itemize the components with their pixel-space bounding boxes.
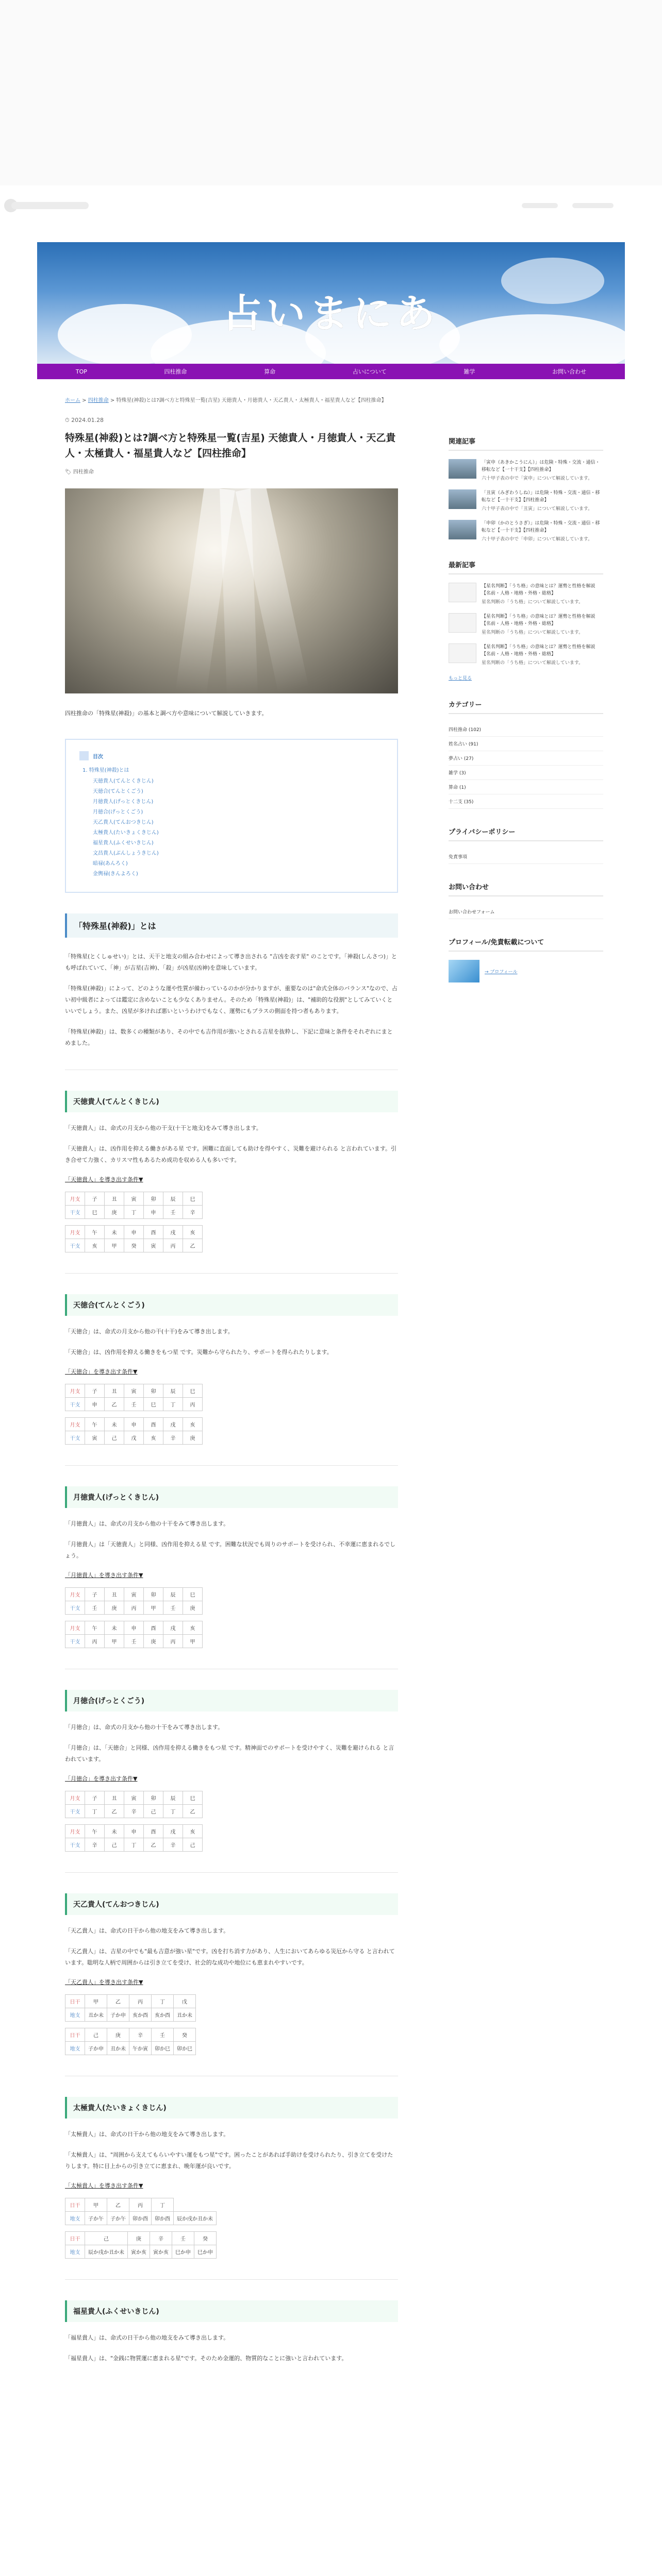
table-cell: 卯か巳 xyxy=(152,2042,174,2055)
table-cell: 午 xyxy=(85,1418,105,1431)
table-cell: 酉 xyxy=(144,1226,163,1239)
nav-sanmei[interactable]: 算命 xyxy=(264,368,276,375)
table-cell: 干支 xyxy=(65,1398,85,1411)
related-item[interactable]: 「申卯（かのとうさぎ）」は危険・特殊・交流・通信・移転など【一十干支】【四柱推命】 六十甲子表の中で「申卯」について解説しています。 xyxy=(449,520,603,542)
post-tag[interactable]: 🏷 四柱推命 xyxy=(65,469,94,475)
table-cell: 巳 xyxy=(183,1384,203,1398)
table-cell: 丁 xyxy=(163,1805,183,1818)
toc-item[interactable]: 月徳貴人(げっとくきじん) xyxy=(93,799,154,805)
table-cell: 寅 xyxy=(144,1239,163,1252)
toc-item[interactable]: 天徳貴人(てんとくきじん) xyxy=(93,778,154,784)
table-cell: 壬 xyxy=(85,1601,105,1615)
table-cell: 庚 xyxy=(183,1431,203,1445)
card-paragraph: 「太極貴人」は、"周囲から支えてもらいやすい運をもつ星"です。困ったことがあれば手助けを受けられたり、引き立てを受けたりします。特に目上からの引き立てに恵まれ、晩年運が良いです。 xyxy=(65,2151,393,2170)
table-cell: 日干 xyxy=(65,2028,85,2042)
card-heading: 福星貴人(ふくせいきじん) xyxy=(65,2300,398,2322)
condition-table xyxy=(65,2198,217,2225)
table-cell: 丙 xyxy=(163,1635,183,1648)
category-item[interactable]: 夢占い (27) xyxy=(449,751,603,766)
category-item[interactable]: 十二支 (35) xyxy=(449,794,603,809)
toc-item[interactable]: 天徳合(てんとくごう) xyxy=(93,789,143,794)
section-paragraph: 「特殊星(神殺)」によって、どのような運や性質が備わっているのかが分かりますが、重要なのは"命式全体のバランス"なので、占い初中級者によっては鑑定に含めないことも少なくありません。そのため「特殊星(神殺)」は、"補助的な役割"としてみていくといいでしょう。また、凶星が多ければ悪いというわけでもなく、運勢にもプラスの側面を持つ者もあります。 xyxy=(65,985,398,1014)
table-cell: 寅 xyxy=(124,1384,144,1398)
table-cell: 丑か未 xyxy=(107,2042,129,2055)
table-cell: 巳 xyxy=(144,1398,163,1411)
table-cell: 戊 xyxy=(124,1431,144,1445)
table-cell: 申 xyxy=(144,1206,163,1219)
section-heading: 「特殊星(神殺)」とは xyxy=(65,913,398,938)
table-cell: 辰か戌か丑か未 xyxy=(174,2212,217,2225)
category-item[interactable]: 四柱推命 (102) xyxy=(449,722,603,737)
table-cell: 辰 xyxy=(163,1791,183,1805)
thumbnail xyxy=(449,583,476,602)
table-cell: 子 xyxy=(85,1384,105,1398)
table-cell: 午か寅 xyxy=(129,2042,152,2055)
table-cell: 壬 xyxy=(163,1601,183,1615)
toc-item[interactable]: 太極貴人(たいきょくきじん) xyxy=(93,830,159,836)
sidebar-heading: 関連記事 xyxy=(449,436,603,451)
card-paragraph: 「福星貴人」は、"金銭に物質運に恵まれる星"です。そのため金運的、物質的なことに強いと言われています。 xyxy=(65,2355,347,2362)
table-cell: 癸 xyxy=(194,2232,217,2245)
nav-top[interactable]: TOP xyxy=(75,368,87,375)
table-cell: 丑 xyxy=(105,1588,124,1601)
divider xyxy=(65,1872,398,1873)
table-cell: 寅か亥 xyxy=(150,2245,172,2259)
table-cell: 亥 xyxy=(183,1825,203,1838)
table-cell: 丁 xyxy=(124,1838,144,1852)
table-cell: 卯か酉 xyxy=(129,2212,152,2225)
table-cell: 丁 xyxy=(152,2198,174,2212)
table-cell: 戌 xyxy=(163,1418,183,1431)
card-heading: 太極貴人(たいきょくきじん) xyxy=(65,2097,398,2119)
table-cell: 寅 xyxy=(85,1431,105,1445)
table-cell: 辛 xyxy=(150,2232,172,2245)
table-cell: 午 xyxy=(85,1226,105,1239)
card-heading: 月徳貴人(げっとくきじん) xyxy=(65,1486,398,1508)
toc-item[interactable]: 1. 特殊星(神殺)とは xyxy=(82,768,129,773)
table-cell: 月支 xyxy=(65,1226,85,1239)
global-nav xyxy=(37,364,625,379)
top-right-placeholder xyxy=(522,203,558,208)
site-header xyxy=(37,242,625,364)
toc-item[interactable]: 暗禄(あんろく) xyxy=(93,861,128,867)
table-cell: 丙 xyxy=(124,1601,144,1615)
nav-contact[interactable]: お問い合わせ xyxy=(552,368,587,375)
table-cell: 丑 xyxy=(105,1192,124,1206)
card-heading: 天乙貴人(てんおつきじん) xyxy=(65,1893,398,1915)
condition-table xyxy=(65,2028,196,2055)
table-cell: 寅か亥 xyxy=(128,2245,150,2259)
condition-table xyxy=(65,2231,217,2259)
table-cell: 甲 xyxy=(105,1239,124,1252)
table-cell: 月支 xyxy=(65,1825,85,1838)
table-cell: 丙 xyxy=(163,1239,183,1252)
table-cell: 日干 xyxy=(65,2232,85,2245)
table-cell: 地支 xyxy=(65,2008,85,2022)
card-paragraph: 「月徳合」は、「天徳合」と同様、凶作用を抑える働きをもつ星 です。精神面でのサポートを受けやすく、災難を避けられる と言われています。 xyxy=(65,1744,394,1762)
table-cell: 辛 xyxy=(183,1206,203,1219)
table-of-contents: 目次 1. 特殊星(神殺)とは 天徳貴人(てんとくきじん) 天徳合(てんとくごう) 月徳貴人(げっとくきじん) 月徳合(げっとくごう) 天乙貴人(てんおつきじん) 太極貴人(たいきょくきじん) 福星貴人(ふくせいきじん) 文昌貴人(ぶんしょうきじん) 暗禄(あんろく) 金輿禄(きんよろく) xyxy=(65,739,398,893)
card-section xyxy=(65,1070,398,1252)
table-cell: 寅 xyxy=(124,1192,144,1206)
table-cell: 午 xyxy=(85,1621,105,1635)
table-cell: 乙 xyxy=(183,1805,203,1818)
table-cell: 辰 xyxy=(163,1192,183,1206)
condition-link[interactable]: 「天徳合」を導き出す条件▼ xyxy=(65,1368,138,1375)
table-cell: 丁 xyxy=(163,1398,183,1411)
table-cell: 甲 xyxy=(105,1635,124,1648)
toc-item[interactable]: 福星貴人(ふくせいきじん) xyxy=(93,840,154,846)
condition-table xyxy=(65,1621,203,1648)
table-cell: 日干 xyxy=(65,1995,85,2008)
thumbnail xyxy=(449,613,476,633)
table-cell: 乙 xyxy=(105,1398,124,1411)
table-cell: 干支 xyxy=(65,1635,85,1648)
table-cell: 月支 xyxy=(65,1418,85,1431)
table-cell: 月支 xyxy=(65,1588,85,1601)
card-paragraph: 「月徳合」は、命式の月支から他の十干をみて導き出します。 xyxy=(65,1724,224,1731)
page-title: 特殊星(神殺)とは?調べ方と特殊星一覧(吉星) 天徳貴人・月徳貴人・天乙貴人・太極貴人・福星貴人など【四柱推命】 xyxy=(65,432,396,459)
condition-table xyxy=(65,1994,196,2022)
table-cell: 丙 xyxy=(129,1995,152,2008)
table-cell: 乙 xyxy=(183,1239,203,1252)
divider xyxy=(65,2279,398,2280)
sidebar-heading: プロフィール/免責転載について xyxy=(449,937,603,952)
profile-image xyxy=(449,960,479,982)
table-cell: 子か申 xyxy=(107,2008,129,2022)
table-cell: 卯か酉 xyxy=(152,2212,174,2225)
table-cell: 子 xyxy=(85,1791,105,1805)
table-cell: 亥か酉 xyxy=(152,2008,174,2022)
table-cell: 卯 xyxy=(144,1588,163,1601)
card-section xyxy=(65,2279,398,2364)
table-cell: 亥 xyxy=(85,1239,105,1252)
condition-link[interactable]: 「月徳合」を導き出す条件▼ xyxy=(65,1775,138,1782)
site-logo[interactable]: 占いまにあ xyxy=(223,291,439,336)
table-cell: 干支 xyxy=(65,1206,85,1219)
card-paragraph: 「天乙貴人」は、命式の日干から他の地支をみて導き出します。 xyxy=(65,1927,229,1934)
table-cell: 午 xyxy=(85,1825,105,1838)
table-cell: 壬 xyxy=(152,2028,174,2042)
eyecatch-image xyxy=(65,488,398,693)
sidebar-heading: お問い合わせ xyxy=(449,882,603,896)
table-cell: 亥 xyxy=(183,1226,203,1239)
nav-about[interactable]: 占いについて xyxy=(352,368,387,375)
table-cell: 庚 xyxy=(105,1206,124,1219)
condition-table xyxy=(65,1587,203,1615)
table-cell: 日干 xyxy=(65,2198,85,2212)
table-cell: 月支 xyxy=(65,1621,85,1635)
profile-link[interactable]: → プロフィール xyxy=(485,969,518,975)
table-cell: 子か申 xyxy=(85,2042,107,2055)
latest-item[interactable]: 【星名判断】「うち格」の意味とは？運勢と性格を解説【名前・人格・地格・外格・総格】 星名判断の「うち格」について解説しています。 xyxy=(449,613,603,635)
table-cell: 丑か未 xyxy=(85,2008,107,2022)
sidebar-heading: カテゴリー xyxy=(449,699,603,714)
table-cell: 壬 xyxy=(124,1398,144,1411)
condition-link[interactable]: 「月徳貴人」を導き出す条件▼ xyxy=(65,1572,143,1579)
table-cell: 干支 xyxy=(65,1805,85,1818)
table-cell: 丑 xyxy=(105,1384,124,1398)
table-cell: 壬 xyxy=(172,2232,194,2245)
table-cell: 丑か未 xyxy=(174,2008,196,2022)
nav-shichu[interactable]: 四柱推命 xyxy=(164,368,187,375)
table-cell: 申 xyxy=(124,1418,144,1431)
table-cell: 地支 xyxy=(65,2212,85,2225)
card-paragraph: 「天徳貴人」は、命式の月支から他の干支(十干と地支)をみて導き出します。 xyxy=(65,1125,262,1131)
condition-table xyxy=(65,1384,203,1411)
breadcrumb: ホーム > 四柱推命 > 特殊星(神殺)とは?調べ方と特殊星一覧(吉星) 天徳貴人・月徳貴人・天乙貴人・太極貴人・福星貴人など【四柱推命】 xyxy=(65,398,387,403)
breadcrumb-current: 特殊星(神殺)とは?調べ方と特殊星一覧(吉星) 天徳貴人・月徳貴人・天乙貴人・太極貴人・福星貴人など【四柱推命】 xyxy=(116,398,387,403)
table-cell: 丁 xyxy=(85,1805,105,1818)
table-cell: 申 xyxy=(124,1825,144,1838)
toc-item[interactable]: 文昌貴人(ぶんしょうきじん) xyxy=(93,851,159,856)
card-heading: 天徳合(てんとくごう) xyxy=(65,1294,398,1316)
table-cell: 酉 xyxy=(144,1418,163,1431)
table-cell: 辛 xyxy=(163,1431,183,1445)
condition-table xyxy=(65,1824,203,1852)
table-cell: 亥 xyxy=(183,1418,203,1431)
table-cell: 庚 xyxy=(144,1635,163,1648)
thumbnail xyxy=(449,643,476,663)
card-section xyxy=(65,1273,398,1445)
table-cell: 辰 xyxy=(163,1384,183,1398)
category-item[interactable]: 姓名占い (91) xyxy=(449,737,603,751)
sidebar xyxy=(449,436,603,1000)
condition-table xyxy=(65,1192,203,1219)
table-cell: 壬 xyxy=(124,1635,144,1648)
category-item[interactable]: 算命 (1) xyxy=(449,780,603,794)
table-cell: 戌 xyxy=(163,1621,183,1635)
table-cell: 丙 xyxy=(183,1398,203,1411)
toc-item[interactable]: 月徳合(げっとくごう) xyxy=(93,809,143,815)
table-cell: 丙 xyxy=(129,2198,152,2212)
toc-item[interactable]: 金輿禄(きんよろく) xyxy=(93,871,138,877)
condition-table xyxy=(65,1225,203,1252)
table-cell: 己 xyxy=(85,2232,128,2245)
privacy-link[interactable]: 免責事項 xyxy=(449,850,603,864)
card-section xyxy=(65,1872,398,2055)
table-cell: 庚 xyxy=(128,2232,150,2245)
top-right-placeholder xyxy=(572,203,614,208)
browser-top xyxy=(0,0,662,185)
table-cell: 卯 xyxy=(144,1791,163,1805)
table-cell: 己 xyxy=(85,2028,107,2042)
table-cell: 庚 xyxy=(105,1601,124,1615)
table-cell: 辛 xyxy=(129,2028,152,2042)
table-cell: 干支 xyxy=(65,1431,85,1445)
table-cell: 乙 xyxy=(105,1805,124,1818)
table-cell: 未 xyxy=(105,1621,124,1635)
table-cell: 月支 xyxy=(65,1192,85,1206)
condition-link[interactable]: 「天徳貴人」を導き出す条件▼ xyxy=(65,1176,143,1183)
thumbnail xyxy=(449,520,476,539)
related-item[interactable]: 「丑寅（みぎわうしね）」は危険・特殊・交流・通信・移転など【一十干支】【四柱推命】 六十甲子表の中で「丑寅」について解説しています。 xyxy=(449,489,603,512)
table-cell: 亥か酉 xyxy=(129,2008,152,2022)
table-cell: 巳 xyxy=(183,1588,203,1601)
sidebar-heading: 最新記事 xyxy=(449,560,603,574)
table-cell: 庚 xyxy=(107,2028,129,2042)
table-cell: 己 xyxy=(183,1838,203,1852)
thumbnail xyxy=(449,459,476,479)
table-cell: 酉 xyxy=(144,1621,163,1635)
card-paragraph: 「月徳貴人」は「天徳貴人」と同様、凶作用を抑える星 です。困難な状況でも周りのサポートを受けられ、不幸運に恵まれるでしょう。 xyxy=(65,1541,396,1559)
breadcrumb-home[interactable]: ホーム xyxy=(65,398,80,403)
category-item[interactable]: 雑学 (3) xyxy=(449,766,603,780)
table-cell: 子 xyxy=(85,1192,105,1206)
latest-item[interactable]: 【星名判断】「うち格」の意味とは？運勢と性格を解説【名前・人格・地格・外格・総格】 星名判断の「うち格」について解説しています。 xyxy=(449,583,603,605)
table-cell: 癸 xyxy=(174,2028,196,2042)
table-cell: 月支 xyxy=(65,1384,85,1398)
table-cell: 巳か申 xyxy=(194,2245,217,2259)
condition-table xyxy=(65,1791,203,1818)
table-cell: 乙 xyxy=(144,1838,163,1852)
related-item[interactable]: 「寅申（あきかこうにん）」は危険・特殊・交流・通信・移転など【一十干支】【四柱推命】 六十甲子表の中で「寅申」について解説しています。 xyxy=(449,459,603,481)
table-cell: 甲 xyxy=(183,1635,203,1648)
table-cell: 丑 xyxy=(105,1791,124,1805)
card-list xyxy=(65,1070,398,2364)
table-cell: 酉 xyxy=(144,1825,163,1838)
table-cell: 未 xyxy=(105,1825,124,1838)
card-section xyxy=(65,2076,398,2259)
thumbnail xyxy=(449,489,476,509)
card-section xyxy=(65,1669,398,1852)
divider xyxy=(65,1465,398,1466)
table-cell: 卯か巳 xyxy=(174,2042,196,2055)
card-section xyxy=(65,1465,398,1648)
card-heading: 天徳貴人(てんとくきじん) xyxy=(65,1091,398,1112)
card-paragraph: 「天徳合」は、命式の月支から他の干(十干)をみて導き出します。 xyxy=(65,1328,234,1335)
table-cell: 干支 xyxy=(65,1838,85,1852)
table-cell: 亥 xyxy=(144,1431,163,1445)
table-cell: 月支 xyxy=(65,1791,85,1805)
table-cell: 寅 xyxy=(124,1588,144,1601)
intro-text: 四柱推命の「特殊星(神殺)」の基本と調べ方や意味について解説していきます。 xyxy=(65,710,268,717)
divider xyxy=(65,1273,398,1274)
table-cell: 辰か戌か丑か未 xyxy=(85,2245,128,2259)
condition-link[interactable]: 「天乙貴人」を導き出す条件▼ xyxy=(65,1979,143,1986)
table-cell: 辛 xyxy=(124,1805,144,1818)
table-cell: 干支 xyxy=(65,1239,85,1252)
table-cell: 乙 xyxy=(107,1995,129,2008)
table-cell: 丁 xyxy=(152,1995,174,2008)
table-cell: 甲 xyxy=(85,1995,107,2008)
table-cell: 申 xyxy=(124,1621,144,1635)
table-cell: 戌 xyxy=(163,1825,183,1838)
table-cell: 戊 xyxy=(174,1995,196,2008)
card-paragraph: 「月徳貴人」は、命式の月支から他の十干をみて導き出します。 xyxy=(65,1520,229,1527)
card-heading: 月徳合(げっとくごう) xyxy=(65,1690,398,1711)
latest-item[interactable]: 【星名判断】「うち格」の意味とは？運勢と性格を解説【名前・人格・地格・外格・総格】 星名判断の「うち格」について解説しています。 xyxy=(449,643,603,666)
table-cell: 巳か申 xyxy=(172,2245,194,2259)
breadcrumb-cat[interactable]: 四柱推命 xyxy=(88,398,109,403)
nav-zatsugaku[interactable]: 雑学 xyxy=(464,368,475,375)
table-cell: 癸 xyxy=(124,1239,144,1252)
table-cell: 卯 xyxy=(144,1384,163,1398)
table-cell: 子か午 xyxy=(85,2212,107,2225)
sidebar-heading: プライバシーポリシー xyxy=(449,826,603,841)
toc-icon xyxy=(79,751,89,760)
table-cell: 未 xyxy=(105,1226,124,1239)
table-cell: 辛 xyxy=(85,1838,105,1852)
table-cell: 壬 xyxy=(163,1206,183,1219)
toc-item[interactable]: 天乙貴人(てんおつきじん) xyxy=(93,820,154,825)
top-placeholder xyxy=(11,202,89,209)
table-cell: 庚 xyxy=(183,1601,203,1615)
table-cell: 申 xyxy=(124,1226,144,1239)
more-link[interactable]: もっと見る xyxy=(449,676,472,681)
table-cell: 乙 xyxy=(107,2198,129,2212)
main-content xyxy=(65,396,398,2374)
table-cell: 寅 xyxy=(124,1791,144,1805)
table-cell: 地支 xyxy=(65,2245,85,2259)
table-cell: 己 xyxy=(105,1431,124,1445)
condition-link[interactable]: 「太極貴人」を導き出す条件▼ xyxy=(65,2182,143,2189)
card-paragraph: 「福星貴人」は、命式の日干から他の地支をみて導き出します。 xyxy=(65,2334,229,2341)
table-cell: 辰 xyxy=(163,1588,183,1601)
table-cell: 丁 xyxy=(124,1206,144,1219)
table-cell: 丙 xyxy=(85,1635,105,1648)
card-paragraph: 「天徳貴人」は、凶作用を抑える働きがある星 です。困難に直面しても助けを得やすく、災難を避けられる と言われています。引き合せて力強く、カリスマ性もあるため成功を収める人も多いです。 xyxy=(65,1145,397,1163)
table-cell: 卯 xyxy=(144,1192,163,1206)
post-date: ⏱ 2024.01.28 xyxy=(65,417,104,423)
table-cell: 辛 xyxy=(163,1838,183,1852)
table-cell: 子か午 xyxy=(107,2212,129,2225)
table-cell: 戌 xyxy=(163,1226,183,1239)
table-cell: 巳 xyxy=(85,1206,105,1219)
table-cell: 巳 xyxy=(183,1192,203,1206)
table-cell: 己 xyxy=(105,1838,124,1852)
section-paragraph: 「特殊星(とくしゅせい)」とは、天干と地支の組み合わせによって導き出される "吉凶を表す星" のことです。「神殺(しんさつ)」とも呼ばれていて、「神」が吉星(吉神)、「殺」が凶星(凶神)を意味しています。 xyxy=(65,953,397,971)
table-cell: 申 xyxy=(85,1398,105,1411)
table-cell: 未 xyxy=(105,1418,124,1431)
table-cell: 地支 xyxy=(65,2042,85,2055)
table-cell: 甲 xyxy=(144,1601,163,1615)
table-cell: 干支 xyxy=(65,1601,85,1615)
table-cell: 巳 xyxy=(183,1791,203,1805)
section-paragraph: 「特殊星(神殺)」は、数多くの種類があり、その中でも吉作用が強いとされる吉星を抜粋し、下記に意味と条件をそれぞれにまとめました。 xyxy=(65,1028,393,1046)
card-paragraph: 「天乙貴人」は、吉星の中でも"最も吉意が強い星"です。凶を打ち消す力があり、人生においてあらゆる災厄から守る と言われています。聡明な人柄で周囲からは引き立てを受け、社会的な成功や地位にも恵まれやすいです。 xyxy=(65,1948,395,1966)
card-paragraph: 「太極貴人」は、命式の日干から他の地支をみて導き出します。 xyxy=(65,2131,229,2138)
table-cell: 甲 xyxy=(85,2198,107,2212)
table-cell: 己 xyxy=(144,1805,163,1818)
contact-link[interactable]: お問い合わせフォーム xyxy=(449,905,603,919)
card-paragraph: 「天徳合」は、凶作用を抑える働きをもつ星 です。災難から守られたり、サポートを得られたりします。 xyxy=(65,1349,333,1355)
condition-table xyxy=(65,1417,203,1445)
table-cell: 亥 xyxy=(183,1621,203,1635)
table-cell: 子 xyxy=(85,1588,105,1601)
